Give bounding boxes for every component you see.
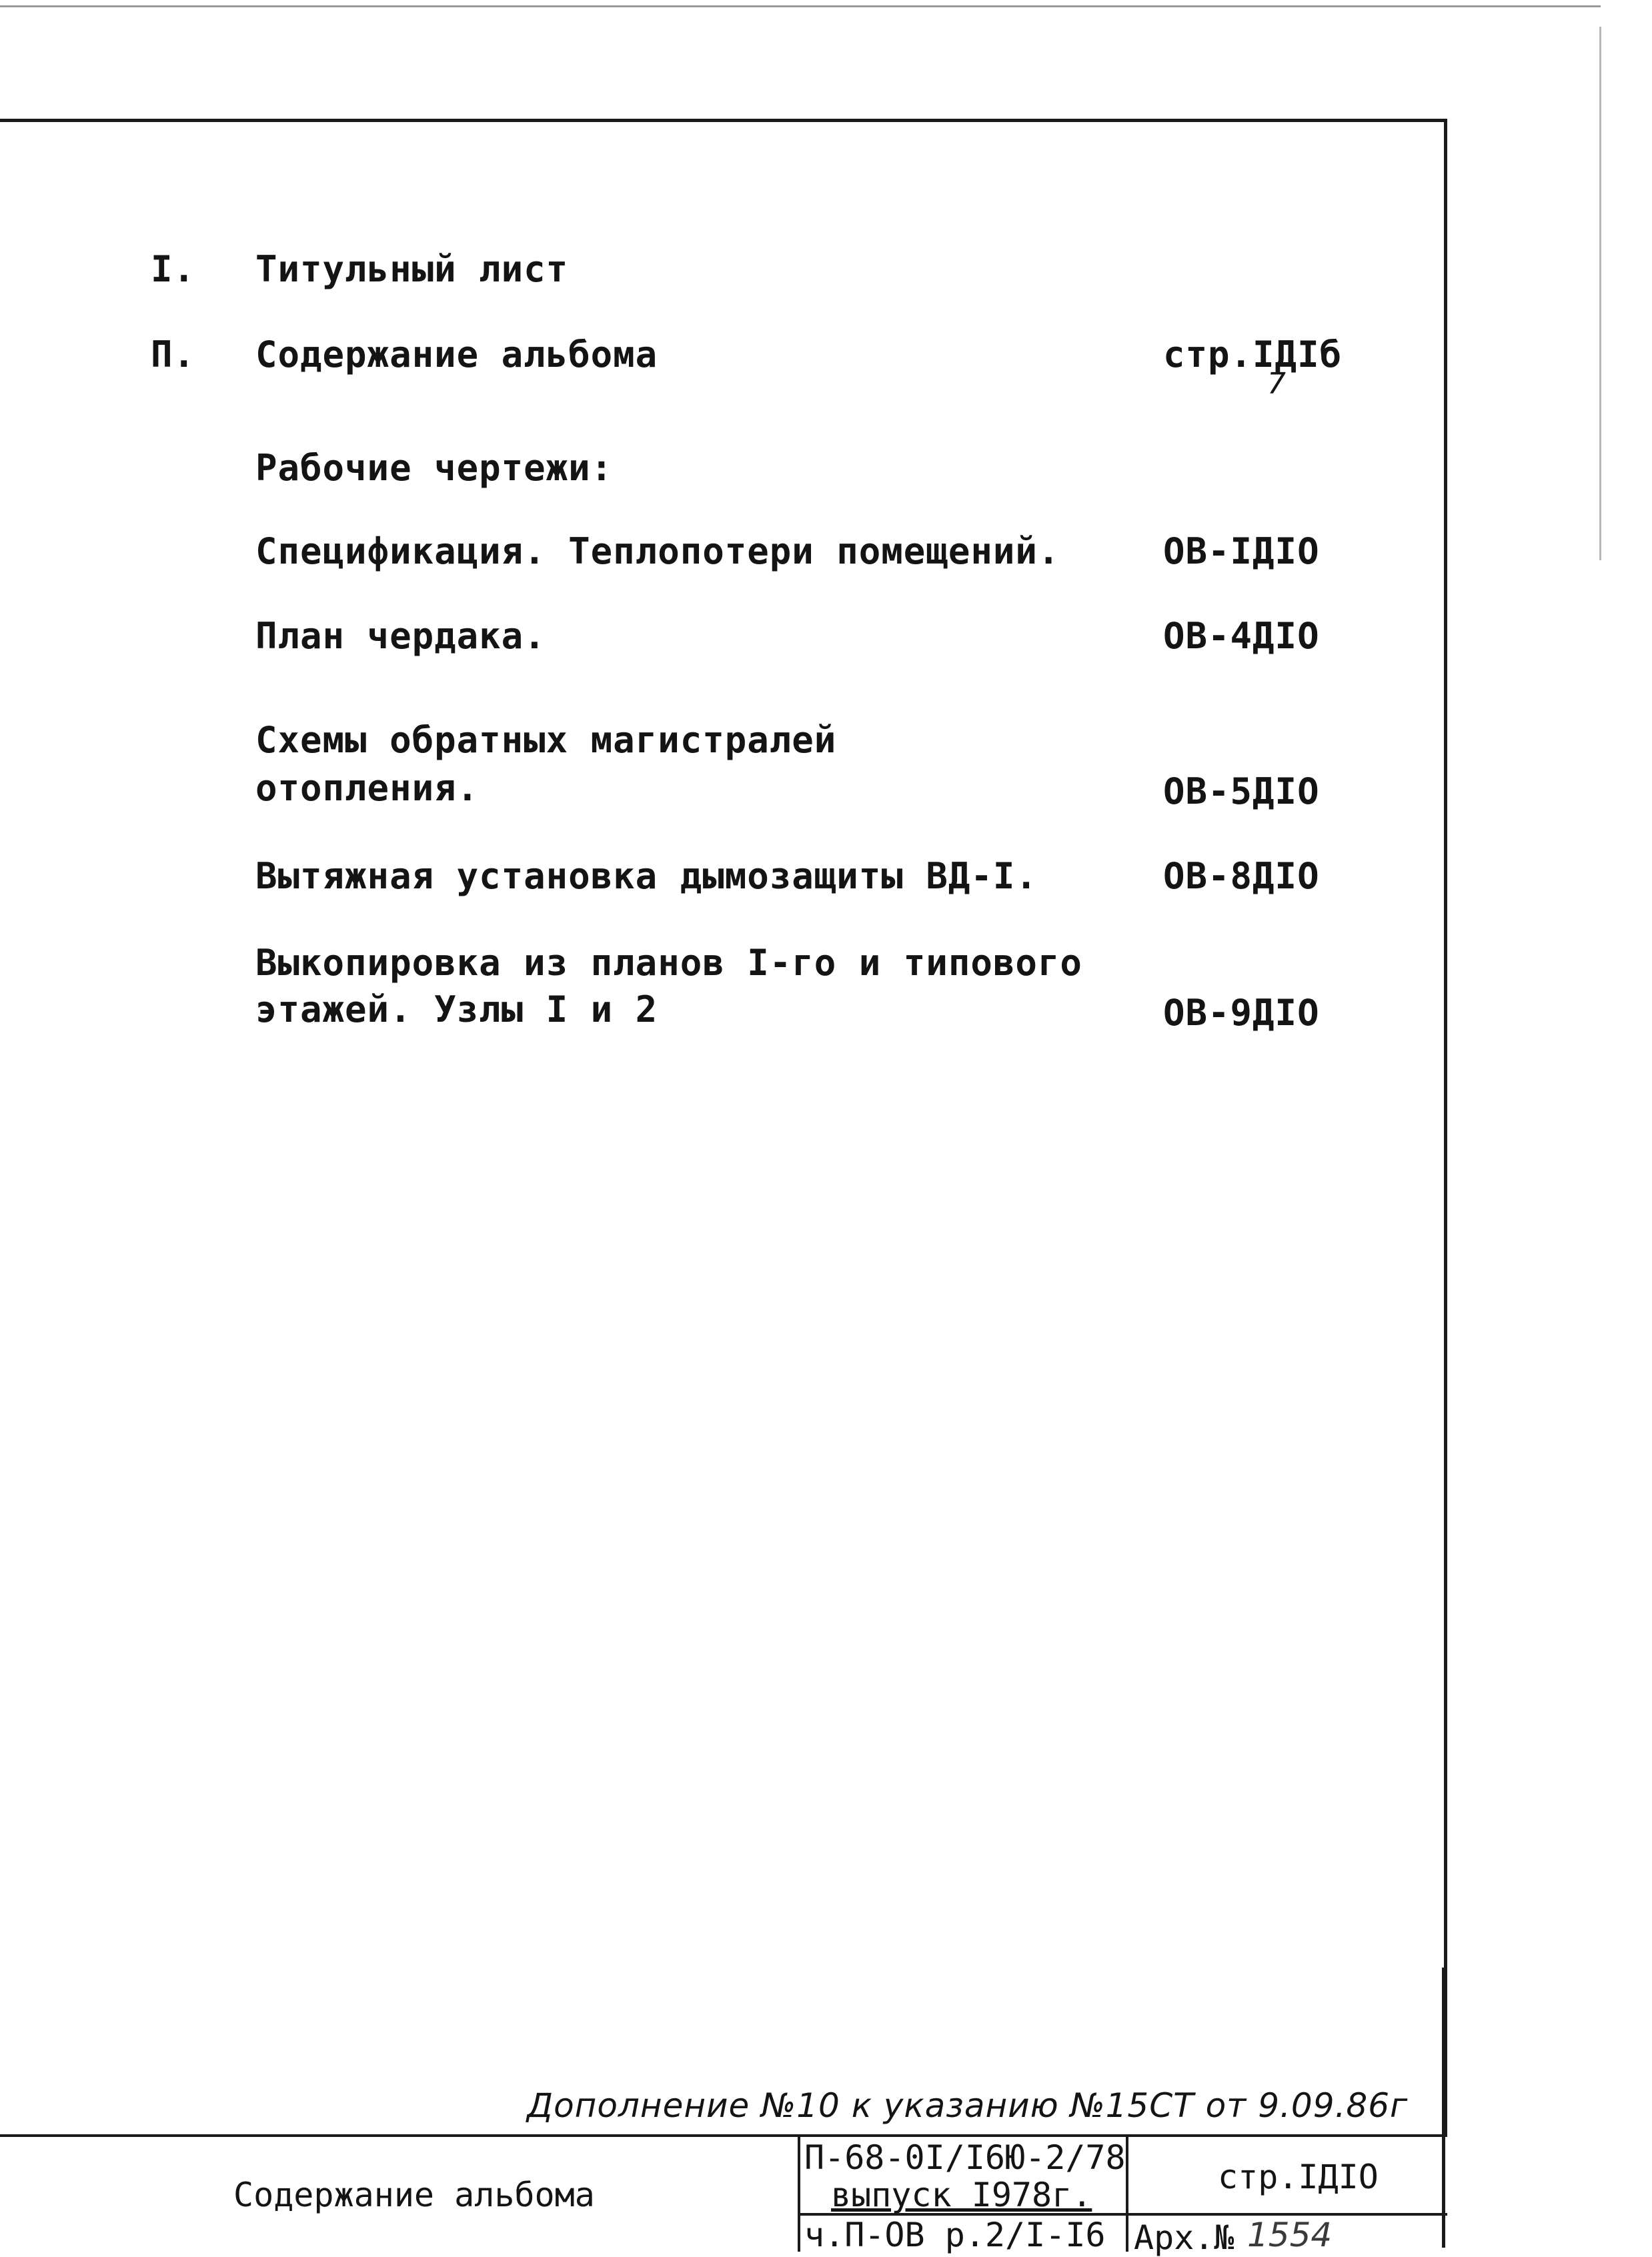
item-page-ref: ОВ-4ДIО xyxy=(1163,615,1320,657)
item-page-ref: ОВ-9ДIО xyxy=(1163,992,1320,1034)
section-heading: Рабочие чертежи: xyxy=(255,447,614,489)
title-block-divider xyxy=(798,2134,800,2252)
title-block-part: ч.П-ОВ р.2/I-I6 xyxy=(804,2216,1106,2254)
title-block-code: П-68-0I/I6Ю-2/78 xyxy=(804,2138,1126,2177)
scan-edge-line xyxy=(1599,27,1601,560)
item-title: Выкопировка из планов I-го и типового xyxy=(255,942,1082,984)
scan-edge-line xyxy=(0,5,1601,7)
item-page-ref: стр.IДIб xyxy=(1163,333,1343,375)
item-title: Титульный лист xyxy=(255,248,569,290)
item-title: Спецификация. Теплопотери помещений. xyxy=(255,530,1060,572)
title-block-divider xyxy=(1126,2134,1128,2252)
item-page-ref: ОВ-5ДIО xyxy=(1163,770,1320,812)
title-block-archive-number: 1554 xyxy=(1247,2216,1333,2254)
item-number: П. xyxy=(151,333,196,375)
title-block-border xyxy=(0,2134,1447,2137)
addendum-note: Дополнение №10 к указанию №15СТ от 9.09.86г xyxy=(527,2086,1409,2125)
handwritten-page-note: 7 xyxy=(1267,367,1287,401)
item-title: План чердака. xyxy=(255,615,546,657)
item-page-ref: ОВ-8ДIО xyxy=(1163,855,1320,897)
sheet-frame-right xyxy=(1444,120,1447,2134)
item-number: I. xyxy=(151,248,196,290)
item-title: Вытяжная установка дымозащиты ВД-I. xyxy=(255,855,1038,897)
sheet-frame-top xyxy=(0,119,1447,122)
title-block-page: стр.IДIО xyxy=(1218,2158,1379,2196)
title-block-issue: выпуск I978г. xyxy=(831,2176,1092,2214)
title-block-archive-label: Арх.№ xyxy=(1134,2218,1234,2257)
item-title: этажей. Узлы I и 2 xyxy=(255,988,658,1030)
item-title: отопления. xyxy=(255,767,480,809)
item-title: Схемы обратных магистралей xyxy=(255,719,837,761)
item-title: Содержание альбома xyxy=(255,333,658,375)
sheet-frame-right xyxy=(1442,1968,1445,2248)
item-page-ref: ОВ-IДIО xyxy=(1163,530,1320,572)
title-block-name: Содержание альбома xyxy=(233,2176,595,2214)
